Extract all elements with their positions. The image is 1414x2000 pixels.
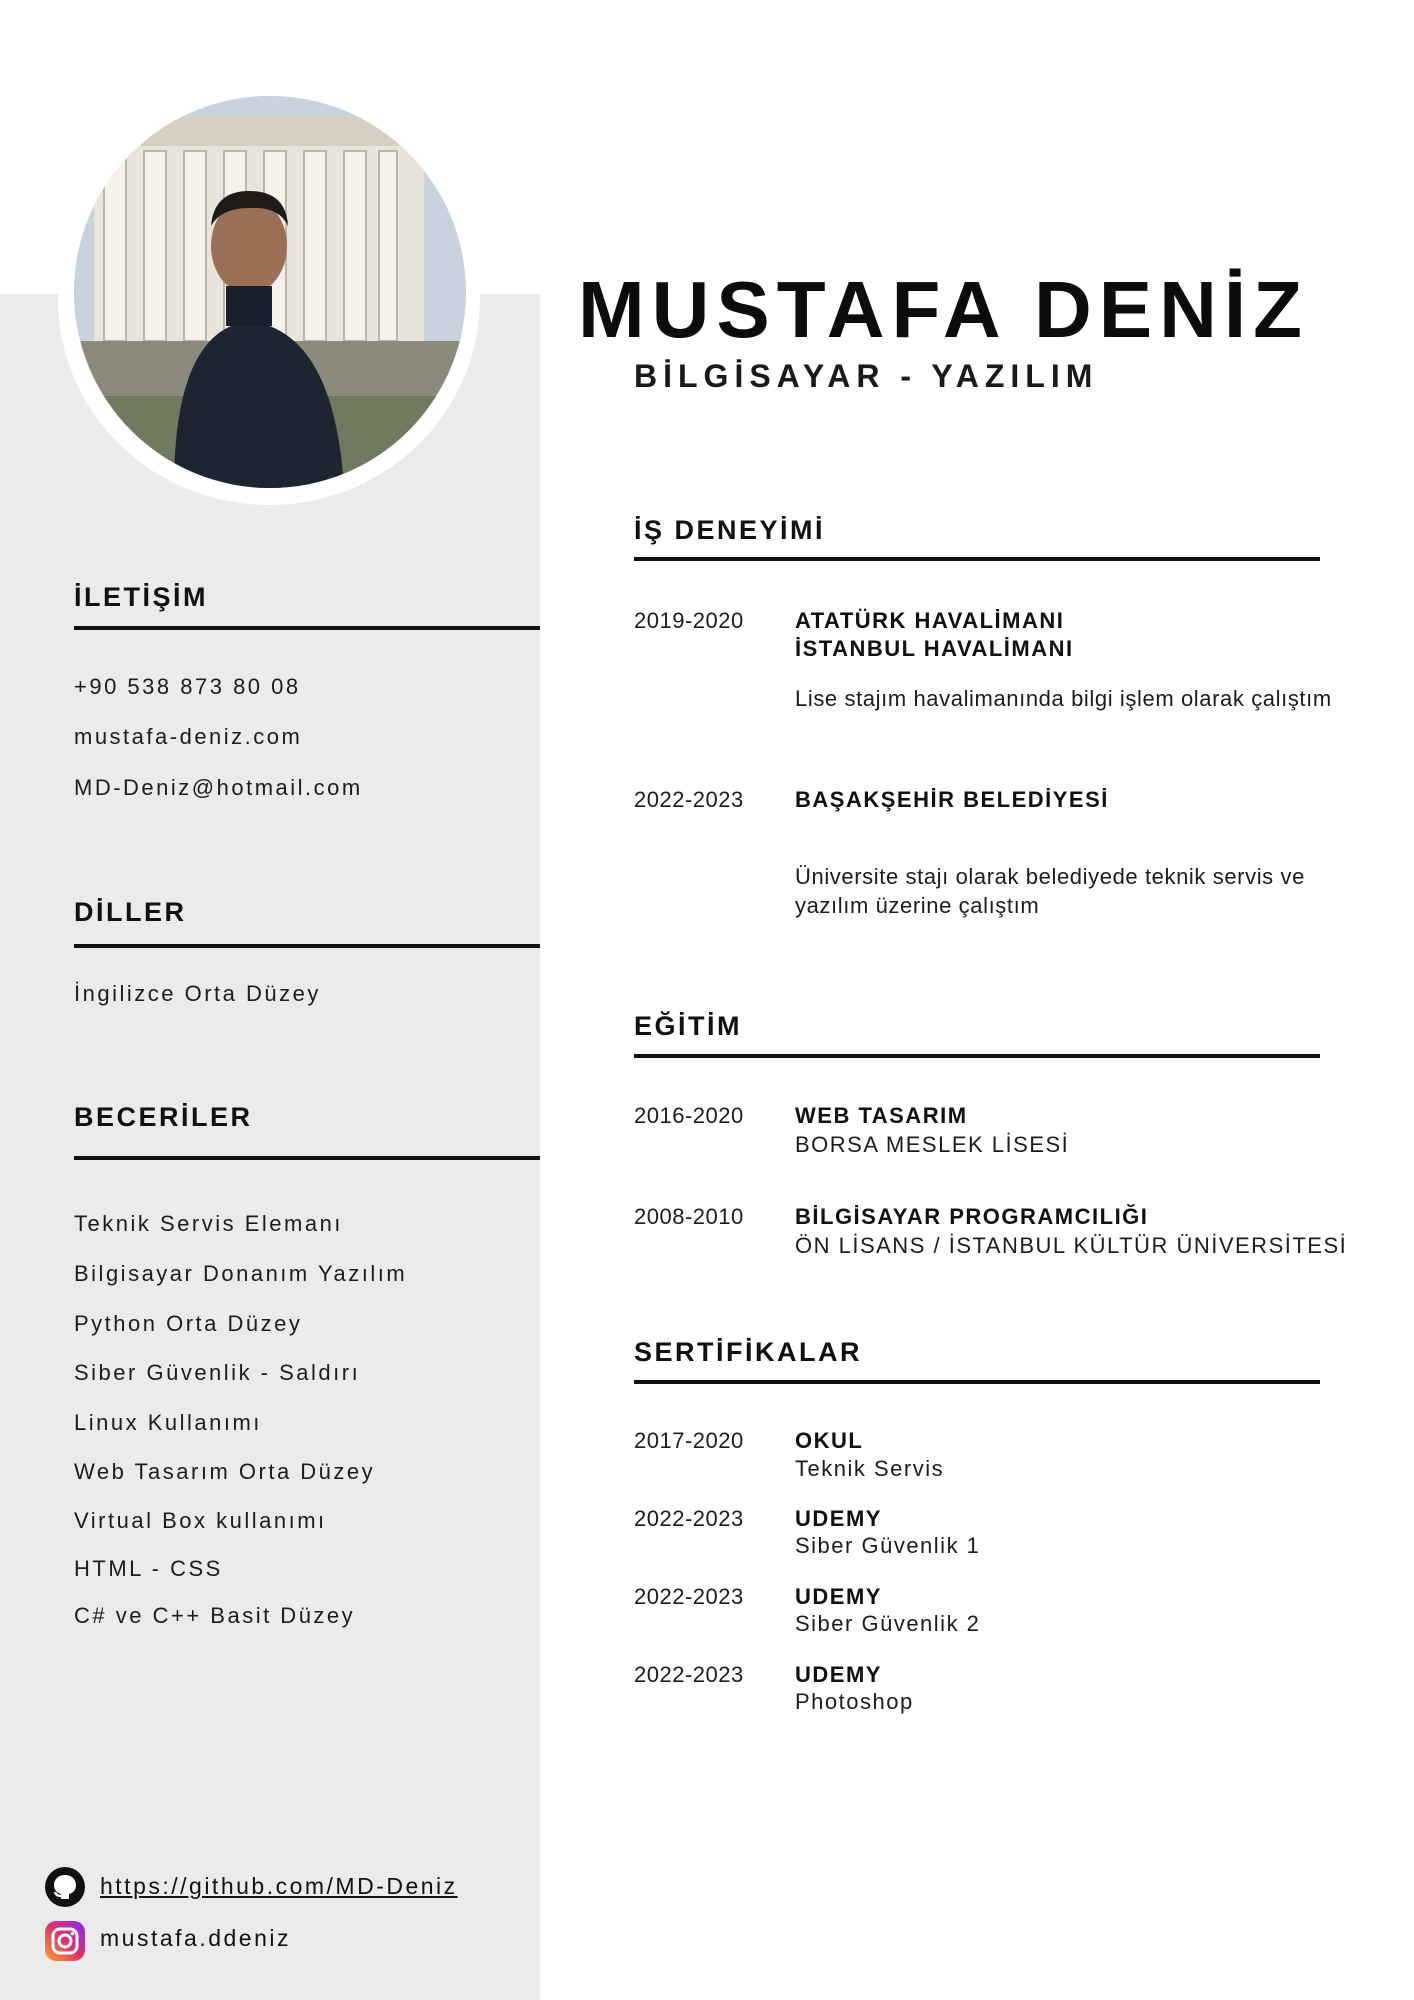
education-school: ÖN LİSANS / İSTANBUL KÜLTÜR ÜNİVERSİTESİ: [795, 1233, 1348, 1258]
experience-divider: [634, 557, 1320, 561]
certificate-issuer: OKUL: [795, 1428, 864, 1453]
languages-heading: DİLLER: [74, 897, 187, 927]
experience-years: 2019-2020: [634, 608, 744, 633]
skill-item: HTML - CSS: [74, 1556, 223, 1581]
experience-description: Lise stajım havalimanında bilgi işlem olarak çalıştım: [795, 686, 1332, 711]
github-link[interactable]: https://github.com/MD-Deniz: [100, 1873, 458, 1899]
education-years: 2008-2010: [634, 1204, 744, 1229]
certificate-name: Photoshop: [795, 1689, 914, 1714]
email-address: MD-Deniz@hotmail.com: [74, 775, 363, 800]
skill-item: Virtual Box kullanımı: [74, 1508, 327, 1533]
job-title: BİLGİSAYAR - YAZILIM: [634, 358, 1099, 394]
certificate-years: 2022-2023: [634, 1584, 744, 1609]
instagram-icon: [44, 1920, 86, 1962]
github-icon: [44, 1866, 86, 1908]
certificate-issuer: UDEMY: [795, 1506, 882, 1531]
education-years: 2016-2020: [634, 1103, 744, 1128]
experience-title: ATATÜRK HAVALİMANI: [795, 608, 1065, 633]
certificate-name: Teknik Servis: [795, 1456, 945, 1481]
experience-description: Üniversite stajı olarak belediyede teknik servis ve yazılım üzerine çalıştım: [795, 864, 1305, 918]
phone-number: +90 538 873 80 08: [74, 674, 301, 699]
experience-title: BAŞAKŞEHİR BELEDİYESİ: [795, 787, 1109, 812]
sidebar-panel: [0, 294, 540, 2000]
languages-divider: [74, 944, 540, 948]
skill-item: Teknik Servis Elemanı: [74, 1211, 343, 1236]
certificate-issuer: UDEMY: [795, 1662, 882, 1687]
contact-heading: İLETİŞİM: [74, 582, 208, 612]
profile-photo: [74, 96, 466, 488]
certificate-years: 2017-2020: [634, 1428, 744, 1453]
skill-item: Bilgisayar Donanım Yazılım: [74, 1261, 408, 1286]
skills-heading: BECERİLER: [74, 1102, 253, 1132]
skills-divider: [74, 1156, 540, 1160]
education-title: BİLGİSAYAR PROGRAMCILIĞI: [795, 1204, 1149, 1229]
certificate-name: Siber Güvenlik 2: [795, 1611, 981, 1636]
skill-item: Siber Güvenlik - Saldırı: [74, 1360, 361, 1385]
education-school: BORSA MESLEK LİSESİ: [795, 1132, 1070, 1157]
contact-divider: [74, 626, 540, 630]
skill-item: Linux Kullanımı: [74, 1410, 262, 1435]
certificates-heading: SERTİFİKALAR: [634, 1337, 862, 1367]
skill-item: Python Orta Düzey: [74, 1311, 303, 1336]
education-divider: [634, 1054, 1320, 1058]
certificate-years: 2022-2023: [634, 1662, 744, 1687]
experience-heading: İŞ DENEYİMİ: [634, 515, 826, 545]
website: mustafa-deniz.com: [74, 724, 303, 749]
person-name: MUSTAFA DENİZ: [578, 265, 1309, 354]
education-heading: EĞİTİM: [634, 1011, 742, 1041]
instagram-handle: mustafa.ddeniz: [100, 1925, 291, 1951]
language-item: İngilizce Orta Düzey: [74, 981, 321, 1006]
experience-title: İSTANBUL HAVALİMANI: [795, 636, 1074, 661]
certificate-issuer: UDEMY: [795, 1584, 882, 1609]
certificate-name: Siber Güvenlik 1: [795, 1533, 981, 1558]
skill-item: Web Tasarım Orta Düzey: [74, 1459, 376, 1484]
experience-years: 2022-2023: [634, 787, 744, 812]
education-title: WEB TASARIM: [795, 1103, 968, 1128]
certificate-years: 2022-2023: [634, 1506, 744, 1531]
skill-item: C# ve C++ Basit Düzey: [74, 1603, 356, 1628]
certificates-divider: [634, 1380, 1320, 1384]
